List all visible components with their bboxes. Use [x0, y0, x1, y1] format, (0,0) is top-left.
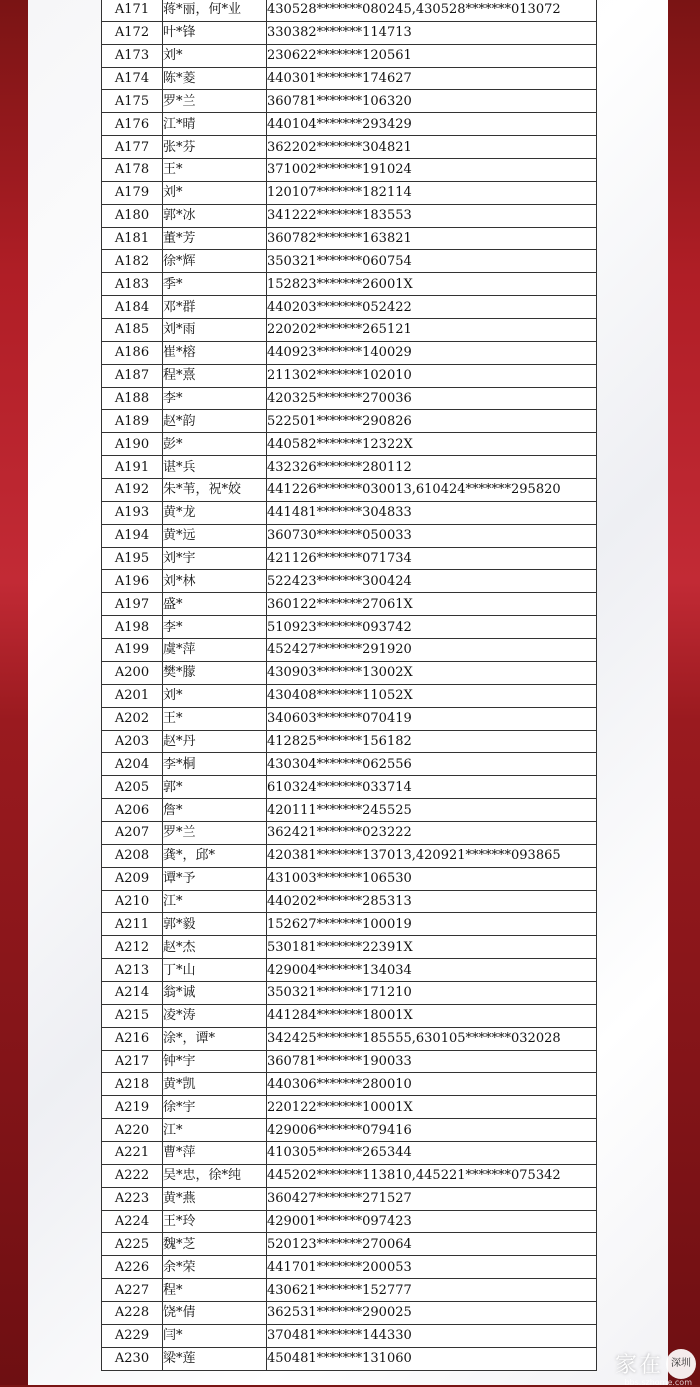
row-number: A191: [102, 456, 163, 479]
table-row: [102, 936, 597, 959]
holder-name: 王*: [163, 707, 267, 730]
table-row: [102, 890, 597, 913]
holder-name: 刘*: [163, 181, 267, 204]
table-row: [102, 661, 597, 684]
id-number: 360782*******163821: [267, 227, 597, 250]
id-number: 152627*******100019: [267, 913, 597, 936]
holder-name: 魏*芝: [163, 1233, 267, 1256]
holder-name: 彭*: [163, 433, 267, 456]
holder-name: 郭*冰: [163, 204, 267, 227]
row-number: A182: [102, 250, 163, 273]
table-row: [102, 1164, 597, 1187]
holder-name: 刘*雨: [163, 319, 267, 342]
row-number: A188: [102, 387, 163, 410]
id-number: 341222*******183553: [267, 204, 597, 227]
holder-name: 詹*: [163, 799, 267, 822]
id-number: 610324*******033714: [267, 776, 597, 799]
id-number: 220202*******265121: [267, 319, 597, 342]
holder-name: 王*: [163, 159, 267, 182]
row-number: A187: [102, 364, 163, 387]
table-row: [102, 1187, 597, 1210]
holder-name: 赵*丹: [163, 730, 267, 753]
id-number: 360730*******050033: [267, 524, 597, 547]
table-row: [102, 616, 597, 639]
holder-name: 李*: [163, 387, 267, 410]
table-row: [102, 433, 597, 456]
holder-name: 黄*凯: [163, 1073, 267, 1096]
table-row: [102, 547, 597, 570]
table-row: [102, 1256, 597, 1279]
id-number: 440301*******174627: [267, 67, 597, 90]
table-row: [102, 799, 597, 822]
holder-name: 虞*萍: [163, 639, 267, 662]
holder-name: 谌*兵: [163, 456, 267, 479]
id-number: 441481*******304833: [267, 501, 597, 524]
row-number: A220: [102, 1119, 163, 1142]
holder-name: 刘*: [163, 44, 267, 67]
table-row: [102, 981, 597, 1004]
row-number: A173: [102, 44, 163, 67]
id-number: 430304*******062556: [267, 753, 597, 776]
table-row: [102, 273, 597, 296]
row-number: A229: [102, 1324, 163, 1347]
row-number: A185: [102, 319, 163, 342]
row-number: A223: [102, 1187, 163, 1210]
holder-name: 龚*，邱*: [163, 844, 267, 867]
table-row: [102, 364, 597, 387]
holder-name: 李*桐: [163, 753, 267, 776]
id-number: 211302*******102010: [267, 364, 597, 387]
watermark-url: bbs.szhome.com: [624, 1378, 692, 1387]
table-row: [102, 0, 597, 21]
holder-name: 黄*燕: [163, 1187, 267, 1210]
holder-name: 梁*莲: [163, 1347, 267, 1370]
table-row: [102, 959, 597, 982]
id-number: 360122*******27061X: [267, 593, 597, 616]
id-number: 120107*******182114: [267, 181, 597, 204]
table-row: [102, 524, 597, 547]
holder-name: 曹*萍: [163, 1141, 267, 1164]
id-number: 432326*******280112: [267, 456, 597, 479]
holder-name: 罗*兰: [163, 90, 267, 113]
row-number: A172: [102, 21, 163, 44]
id-number: 441284*******18001X: [267, 1004, 597, 1027]
table-row: [102, 913, 597, 936]
id-number: 452427*******291920: [267, 639, 597, 662]
row-number: A183: [102, 273, 163, 296]
table-row: [102, 341, 597, 364]
holder-name: 盛*: [163, 593, 267, 616]
row-number: A208: [102, 844, 163, 867]
holder-name: 涂*，谭*: [163, 1027, 267, 1050]
table-row: [102, 159, 597, 182]
id-number: 430528*******080245,430528*******013072: [267, 0, 597, 21]
table-row: [102, 479, 597, 502]
row-number: A193: [102, 501, 163, 524]
table-row: [102, 707, 597, 730]
holder-name: 徐*辉: [163, 250, 267, 273]
holder-name: 董*芳: [163, 227, 267, 250]
table-row: [102, 1096, 597, 1119]
row-number: A213: [102, 959, 163, 982]
row-number: A186: [102, 341, 163, 364]
holder-name: 江*晴: [163, 113, 267, 136]
roster-body: [102, 0, 597, 1370]
table-row: [102, 821, 597, 844]
row-number: A195: [102, 547, 163, 570]
row-number: A198: [102, 616, 163, 639]
table-row: [102, 204, 597, 227]
table-row: [102, 776, 597, 799]
row-number: A192: [102, 479, 163, 502]
row-number: A180: [102, 204, 163, 227]
id-number: 360781*******106320: [267, 90, 597, 113]
table-row: [102, 1027, 597, 1050]
table-row: [102, 1233, 597, 1256]
row-number: A228: [102, 1301, 163, 1324]
id-number: 340603*******070419: [267, 707, 597, 730]
row-number: A171: [102, 0, 163, 21]
holder-name: 赵*韵: [163, 410, 267, 433]
id-number: 360427*******271527: [267, 1187, 597, 1210]
id-number: 429006*******079416: [267, 1119, 597, 1142]
holder-name: 闫*: [163, 1324, 267, 1347]
row-number: A179: [102, 181, 163, 204]
id-number: 445202*******113810,445221*******075342: [267, 1164, 597, 1187]
id-number: 360781*******190033: [267, 1050, 597, 1073]
id-number: 530181*******22391X: [267, 936, 597, 959]
row-number: A230: [102, 1347, 163, 1370]
holder-name: 谭*予: [163, 867, 267, 890]
holder-name: 徐*宇: [163, 1096, 267, 1119]
id-number: 230622*******120561: [267, 44, 597, 67]
table-row: [102, 639, 597, 662]
id-number: 342425*******185555,630105*******032028: [267, 1027, 597, 1050]
id-number: 220122*******10001X: [267, 1096, 597, 1119]
holder-name: 吴*忠，徐*纯: [163, 1164, 267, 1187]
id-number: 440582*******12322X: [267, 433, 597, 456]
table-row: [102, 67, 597, 90]
table-row: [102, 21, 597, 44]
holder-name: 钟*宇: [163, 1050, 267, 1073]
holder-name: 丁*山: [163, 959, 267, 982]
holder-name: 崔*榕: [163, 341, 267, 364]
id-number: 420111*******245525: [267, 799, 597, 822]
id-number: 520123*******270064: [267, 1233, 597, 1256]
roster-sheet: [101, 0, 597, 1371]
id-number: 362421*******023222: [267, 821, 597, 844]
id-number: 362531*******290025: [267, 1301, 597, 1324]
row-number: A216: [102, 1027, 163, 1050]
row-number: A226: [102, 1256, 163, 1279]
row-number: A200: [102, 661, 163, 684]
holder-name: 叶*锋: [163, 21, 267, 44]
row-number: A222: [102, 1164, 163, 1187]
holder-name: 陈*菱: [163, 67, 267, 90]
id-number: 522423*******300424: [267, 570, 597, 593]
id-number: 371002*******191024: [267, 159, 597, 182]
id-number: 152823*******26001X: [267, 273, 597, 296]
row-number: A209: [102, 867, 163, 890]
id-number: 410305*******265344: [267, 1141, 597, 1164]
row-number: A203: [102, 730, 163, 753]
table-row: [102, 1347, 597, 1370]
table-row: [102, 113, 597, 136]
id-number: 350321*******171210: [267, 981, 597, 1004]
row-number: A194: [102, 524, 163, 547]
id-number: 429004*******134034: [267, 959, 597, 982]
id-number: 362202*******304821: [267, 136, 597, 159]
site-watermark: [615, 1348, 696, 1379]
row-number: A174: [102, 67, 163, 90]
holder-name: 江*: [163, 1119, 267, 1142]
holder-name: 季*: [163, 273, 267, 296]
table-row: [102, 730, 597, 753]
row-number: A201: [102, 684, 163, 707]
id-number: 441701*******200053: [267, 1256, 597, 1279]
id-number: 440203*******052422: [267, 296, 597, 319]
row-number: A178: [102, 159, 163, 182]
holder-name: 赵*杰: [163, 936, 267, 959]
table-row: [102, 753, 597, 776]
id-number: 450481*******131060: [267, 1347, 597, 1370]
holder-name: 刘*: [163, 684, 267, 707]
row-number: A215: [102, 1004, 163, 1027]
holder-name: 凌*涛: [163, 1004, 267, 1027]
table-row: [102, 1073, 597, 1096]
table-row: [102, 1141, 597, 1164]
holder-name: 郭*: [163, 776, 267, 799]
row-number: A227: [102, 1279, 163, 1302]
holder-name: 王*玲: [163, 1210, 267, 1233]
id-number: 350321*******060754: [267, 250, 597, 273]
id-number: 420381*******137013,420921*******093865: [267, 844, 597, 867]
table-row: [102, 844, 597, 867]
row-number: A189: [102, 410, 163, 433]
row-number: A211: [102, 913, 163, 936]
row-number: A199: [102, 639, 163, 662]
table-row: [102, 1119, 597, 1142]
id-number: 431003*******106530: [267, 867, 597, 890]
row-number: A217: [102, 1050, 163, 1073]
row-number: A219: [102, 1096, 163, 1119]
table-row: [102, 501, 597, 524]
id-number: 440104*******293429: [267, 113, 597, 136]
table-row: [102, 410, 597, 433]
table-row: [102, 387, 597, 410]
holder-name: 刘*林: [163, 570, 267, 593]
watermark-badge: 深圳: [666, 1349, 696, 1379]
table-row: [102, 250, 597, 273]
holder-name: 翁*诚: [163, 981, 267, 1004]
row-number: A204: [102, 753, 163, 776]
table-row: [102, 44, 597, 67]
id-number: 522501*******290826: [267, 410, 597, 433]
id-number: 412825*******156182: [267, 730, 597, 753]
holder-name: 朱*苇，祝*姣: [163, 479, 267, 502]
holder-name: 黄*龙: [163, 501, 267, 524]
table-row: [102, 319, 597, 342]
holder-name: 余*荣: [163, 1256, 267, 1279]
holder-name: 饶*倩: [163, 1301, 267, 1324]
holder-name: 江*: [163, 890, 267, 913]
row-number: A225: [102, 1233, 163, 1256]
table-row: [102, 1004, 597, 1027]
table-row: [102, 1279, 597, 1302]
table-row: [102, 227, 597, 250]
id-number: 430621*******152777: [267, 1279, 597, 1302]
holder-name: 程*: [163, 1279, 267, 1302]
id-number: 441226*******030013,610424*******295820: [267, 479, 597, 502]
row-number: A221: [102, 1141, 163, 1164]
holder-name: 蒋*丽，何*业: [163, 0, 267, 21]
table-row: [102, 1301, 597, 1324]
row-number: A205: [102, 776, 163, 799]
table-row: [102, 1324, 597, 1347]
holder-name: 邓*群: [163, 296, 267, 319]
row-number: A196: [102, 570, 163, 593]
id-number: 429001*******097423: [267, 1210, 597, 1233]
table-row: [102, 90, 597, 113]
id-number: 330382*******114713: [267, 21, 597, 44]
table-row: [102, 593, 597, 616]
row-number: A214: [102, 981, 163, 1004]
id-number: 420325*******270036: [267, 387, 597, 410]
id-number: 421126*******071734: [267, 547, 597, 570]
row-number: A177: [102, 136, 163, 159]
holder-name: 黄*远: [163, 524, 267, 547]
table-row: [102, 684, 597, 707]
holder-name: 樊*朦: [163, 661, 267, 684]
id-number: 430903*******13002X: [267, 661, 597, 684]
id-number: 440306*******280010: [267, 1073, 597, 1096]
row-number: A212: [102, 936, 163, 959]
watermark-text: 家在: [614, 1353, 663, 1378]
holder-name: 程*熹: [163, 364, 267, 387]
table-row: [102, 1210, 597, 1233]
row-number: A218: [102, 1073, 163, 1096]
table-row: [102, 1050, 597, 1073]
row-number: A210: [102, 890, 163, 913]
holder-name: 郭*毅: [163, 913, 267, 936]
row-number: A176: [102, 113, 163, 136]
id-number: 510923*******093742: [267, 616, 597, 639]
table-row: [102, 136, 597, 159]
id-number: 440202*******285313: [267, 890, 597, 913]
row-number: A206: [102, 799, 163, 822]
row-number: A207: [102, 821, 163, 844]
table-row: [102, 570, 597, 593]
row-number: A190: [102, 433, 163, 456]
row-number: A224: [102, 1210, 163, 1233]
id-number: 370481*******144330: [267, 1324, 597, 1347]
roster-table: [101, 0, 597, 1371]
holder-name: 刘*宇: [163, 547, 267, 570]
id-number: 440923*******140029: [267, 341, 597, 364]
holder-name: 李*: [163, 616, 267, 639]
table-row: [102, 296, 597, 319]
row-number: A175: [102, 90, 163, 113]
row-number: A197: [102, 593, 163, 616]
table-row: [102, 181, 597, 204]
holder-name: 罗*兰: [163, 821, 267, 844]
id-number: 430408*******11052X: [267, 684, 597, 707]
table-row: [102, 456, 597, 479]
row-number: A184: [102, 296, 163, 319]
row-number: A202: [102, 707, 163, 730]
row-number: A181: [102, 227, 163, 250]
table-row: [102, 867, 597, 890]
holder-name: 张*芬: [163, 136, 267, 159]
